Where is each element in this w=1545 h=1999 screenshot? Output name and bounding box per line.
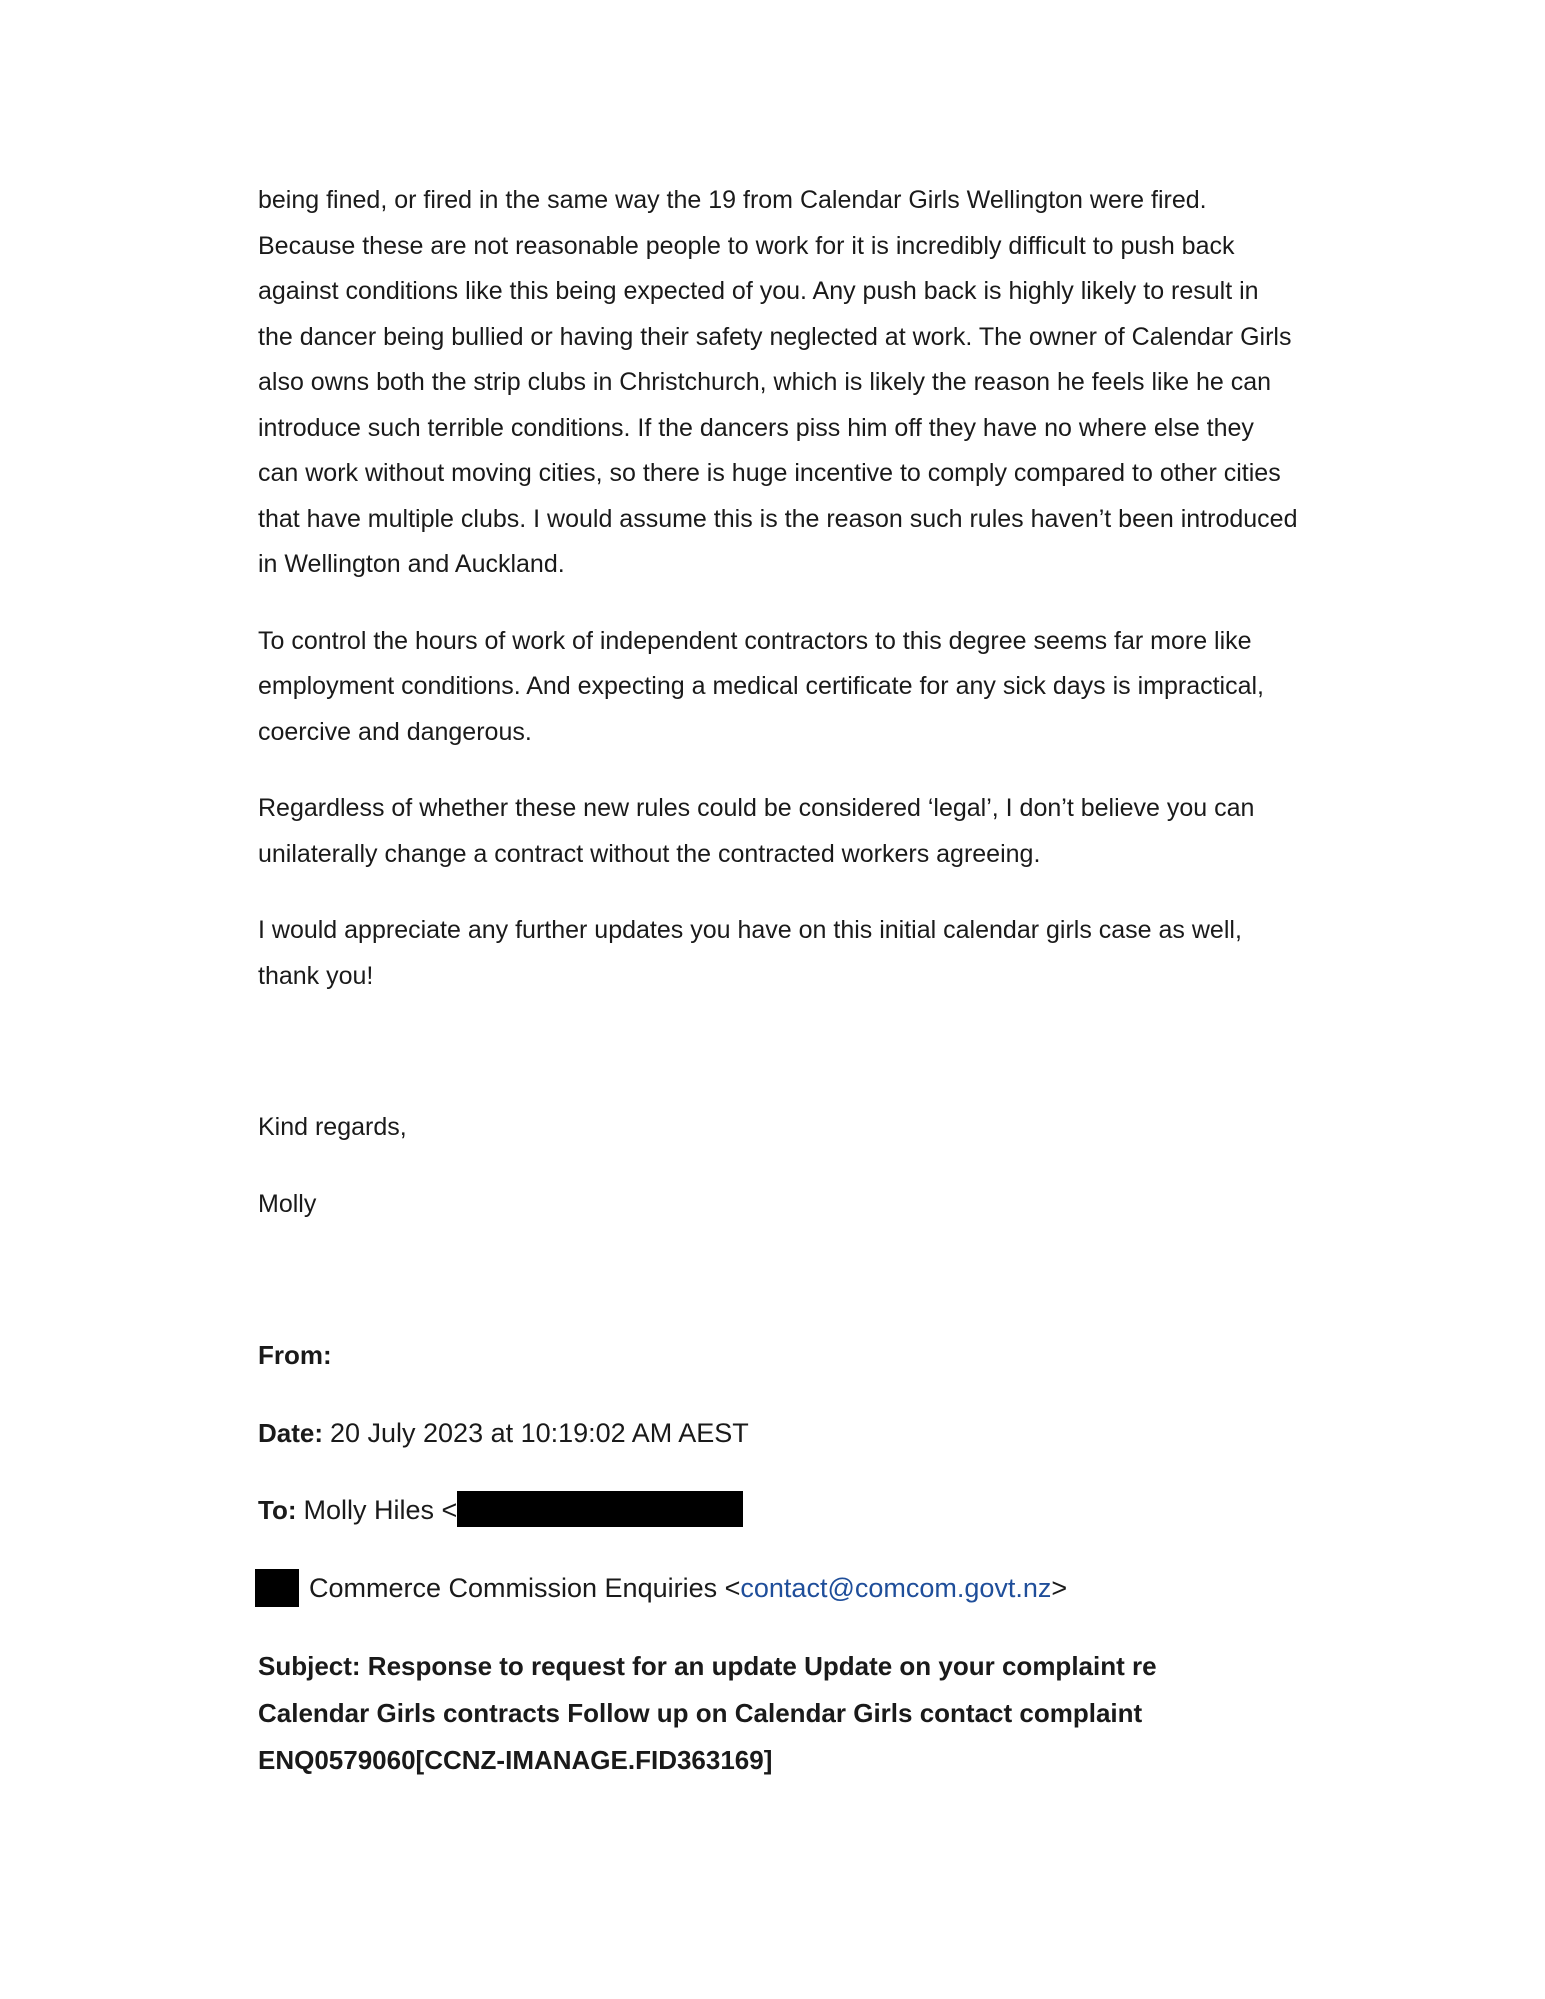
from-label: From:: [258, 1340, 332, 1370]
date-value: 20 July 2023 at 10:19:02 AM AEST: [329, 1417, 749, 1448]
date-label: Date:: [258, 1417, 324, 1448]
cc-name: Commerce Commission Enquiries <: [309, 1572, 741, 1603]
body-paragraph-2: To control the hours of work of independent contractors to this degree seems far more like employment conditions. And expecting a medical certificate for any sick days is impractical, coercive and dangerous.: [258, 626, 1265, 746]
email-document: [258, 178, 1298, 1784]
redacted-label-block: [255, 1569, 299, 1607]
redacted-email-block: [457, 1491, 743, 1527]
date-row: [258, 1411, 1298, 1458]
subject-line: Subject: Response to request for an update Update on your complaint re Calendar Girls contracts Follow up on Calendar Girls contact complaint ENQ0579060[CCNZ-IMANAGE.FID363169]: [258, 1651, 1157, 1775]
cc-row: [258, 1566, 1298, 1613]
to-name: Molly Hiles <: [303, 1495, 458, 1525]
cc-email-link[interactable]: contact@comcom.govt.nz: [740, 1572, 1052, 1603]
body-paragraph-4: I would appreciate any further updates you have on this initial calendar girls case as well, thank you!: [258, 916, 1242, 990]
signature-name: Molly: [258, 1189, 317, 1218]
body-paragraph-1: being fined, or fired in the same way the 19 from Calendar Girls Wellington were fired. Because these are not reasonable people to work for it is incredibly difficult to push back against conditions like this being expected of you. Any push back is highly likely to result in the dancer being bullied or having their safety neglected at work. The owner of Calendar Girls also owns both the strip clubs in Christchurch, which is likely the reason he feels like he can introduce such terrible conditions. If the dancers piss him off they have no where else they can work without moving cities, so there is huge incentive to comply compared to other cities that have multiple clubs. I would assume this is the reason such rules haven’t been introduced in Wellington and Auckland.: [258, 186, 1298, 578]
cc-close-bracket: >: [1051, 1572, 1068, 1603]
from-row: [258, 1333, 1298, 1380]
to-label: To:: [258, 1495, 297, 1525]
closing-line: Kind regards,: [258, 1113, 407, 1141]
to-row: [258, 1488, 1298, 1535]
body-paragraph-3: Regardless of whether these new rules could be considered ‘legal’, I don’t believe you can unilaterally change a contract without the contracted workers agreeing.: [258, 794, 1255, 868]
